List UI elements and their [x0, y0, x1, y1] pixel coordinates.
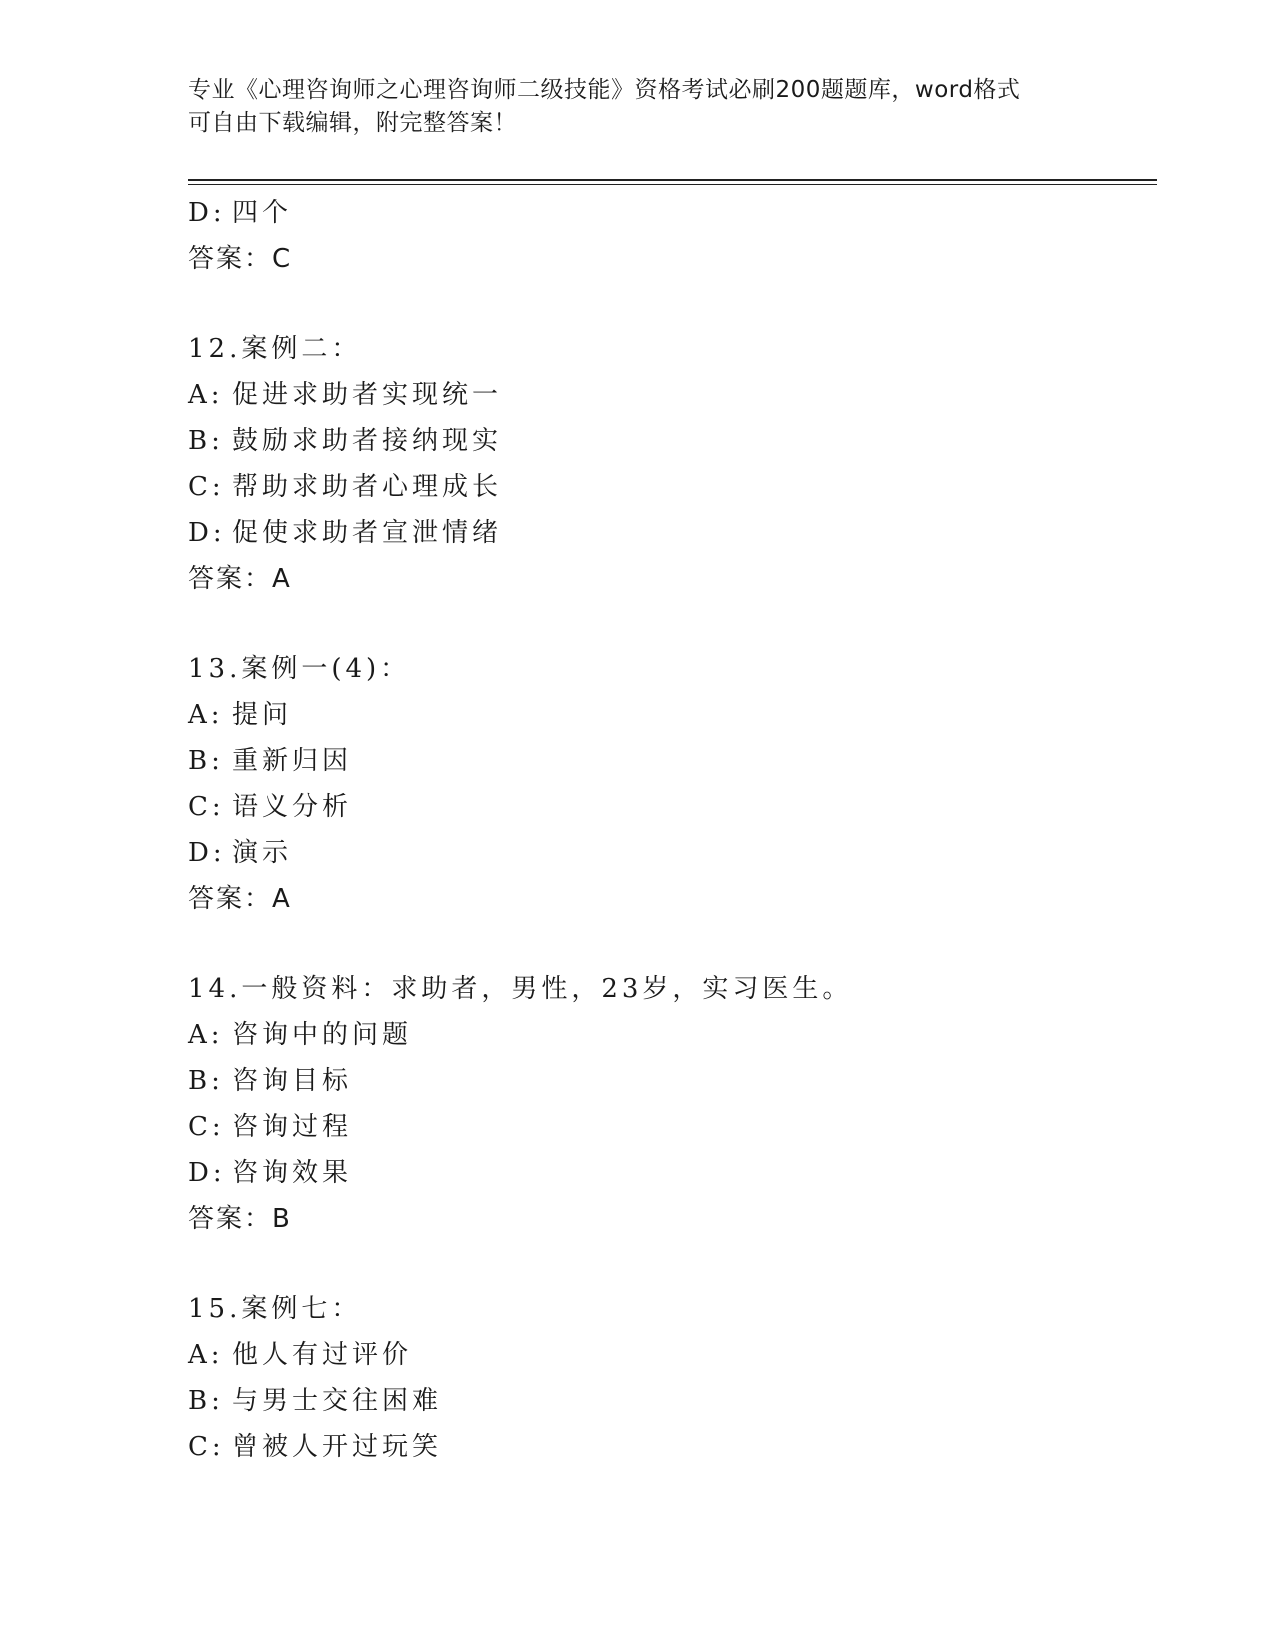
option-text: 咨询过程 [232, 1112, 353, 1142]
option-line [188, 510, 1148, 556]
option-text: 重新归因 [232, 746, 353, 776]
question-stem: 14.一般资料：求助者，男性，23岁，实习医生。 [188, 974, 853, 1004]
option-text: 促进求助者实现统一 [232, 380, 503, 410]
option-letter: A: [188, 1340, 224, 1370]
option-letter: B: [188, 1386, 224, 1416]
option-line [188, 784, 1148, 830]
option-letter: C: [188, 792, 225, 822]
option-text: 他人有过评价 [232, 1340, 413, 1370]
option-text: 促使求助者宣泄情绪 [232, 518, 503, 548]
option-line [188, 830, 1148, 876]
option-line [188, 1012, 1148, 1058]
answer-line: 答案：A [188, 884, 292, 914]
option-text: 与男士交往困难 [232, 1386, 443, 1416]
option-line [188, 738, 1148, 784]
option-text: 咨询目标 [232, 1066, 353, 1096]
option-text: 提问 [232, 700, 293, 730]
answer-line: 答案：B [188, 1204, 292, 1234]
option-text: 曾被人开过玩笑 [232, 1432, 443, 1462]
option-line [188, 1424, 1148, 1470]
option-letter: C: [188, 472, 225, 502]
option-letter: A: [188, 700, 224, 730]
option-text: 鼓励求助者接纳现实 [232, 426, 503, 456]
header-divider-thin [188, 184, 1157, 185]
option-line [188, 372, 1148, 418]
question-stem: 12.案例二： [188, 334, 362, 364]
option-line [188, 1150, 1148, 1196]
option-letter: B: [188, 1066, 224, 1096]
question-list [188, 190, 1148, 1470]
option-line [188, 1332, 1148, 1378]
option-line [188, 1058, 1148, 1104]
option-letter: A: [188, 1020, 224, 1050]
answer-line: 答案：A [188, 564, 292, 594]
option-line [188, 692, 1148, 738]
option-text: 四个 [232, 198, 293, 228]
option-letter: A: [188, 380, 224, 410]
option-letter: B: [188, 426, 224, 456]
option-letter: C: [188, 1112, 225, 1142]
option-letter: B: [188, 746, 224, 776]
header-line-1: 专业《心理咨询师之心理咨询师二级技能》资格考试必刷200题题库，word格式 [188, 77, 1021, 103]
option-letter: D: [188, 198, 226, 228]
option-letter: D: [188, 518, 226, 548]
option-text: 演示 [232, 838, 293, 868]
question-stem: 15.案例七： [188, 1294, 362, 1324]
option-line [188, 418, 1148, 464]
option-line [188, 1104, 1148, 1150]
option-text: 咨询中的问题 [232, 1020, 413, 1050]
header-divider-thick [188, 179, 1157, 181]
option-text: 咨询效果 [232, 1158, 353, 1188]
option-text: 语义分析 [232, 792, 353, 822]
answer-line: 答案：C [188, 244, 293, 274]
option-line [188, 1378, 1148, 1424]
header-line-2: 可自由下载编辑，附完整答案！ [188, 110, 517, 136]
option-letter: D: [188, 838, 226, 868]
option-letter: D: [188, 1158, 226, 1188]
option-line [188, 464, 1148, 510]
question-stem: 13.案例一(4)： [188, 654, 411, 684]
option-letter: C: [188, 1432, 225, 1462]
option-line [188, 190, 1148, 236]
document-header [188, 74, 1088, 140]
option-text: 帮助求助者心理成长 [232, 472, 503, 502]
